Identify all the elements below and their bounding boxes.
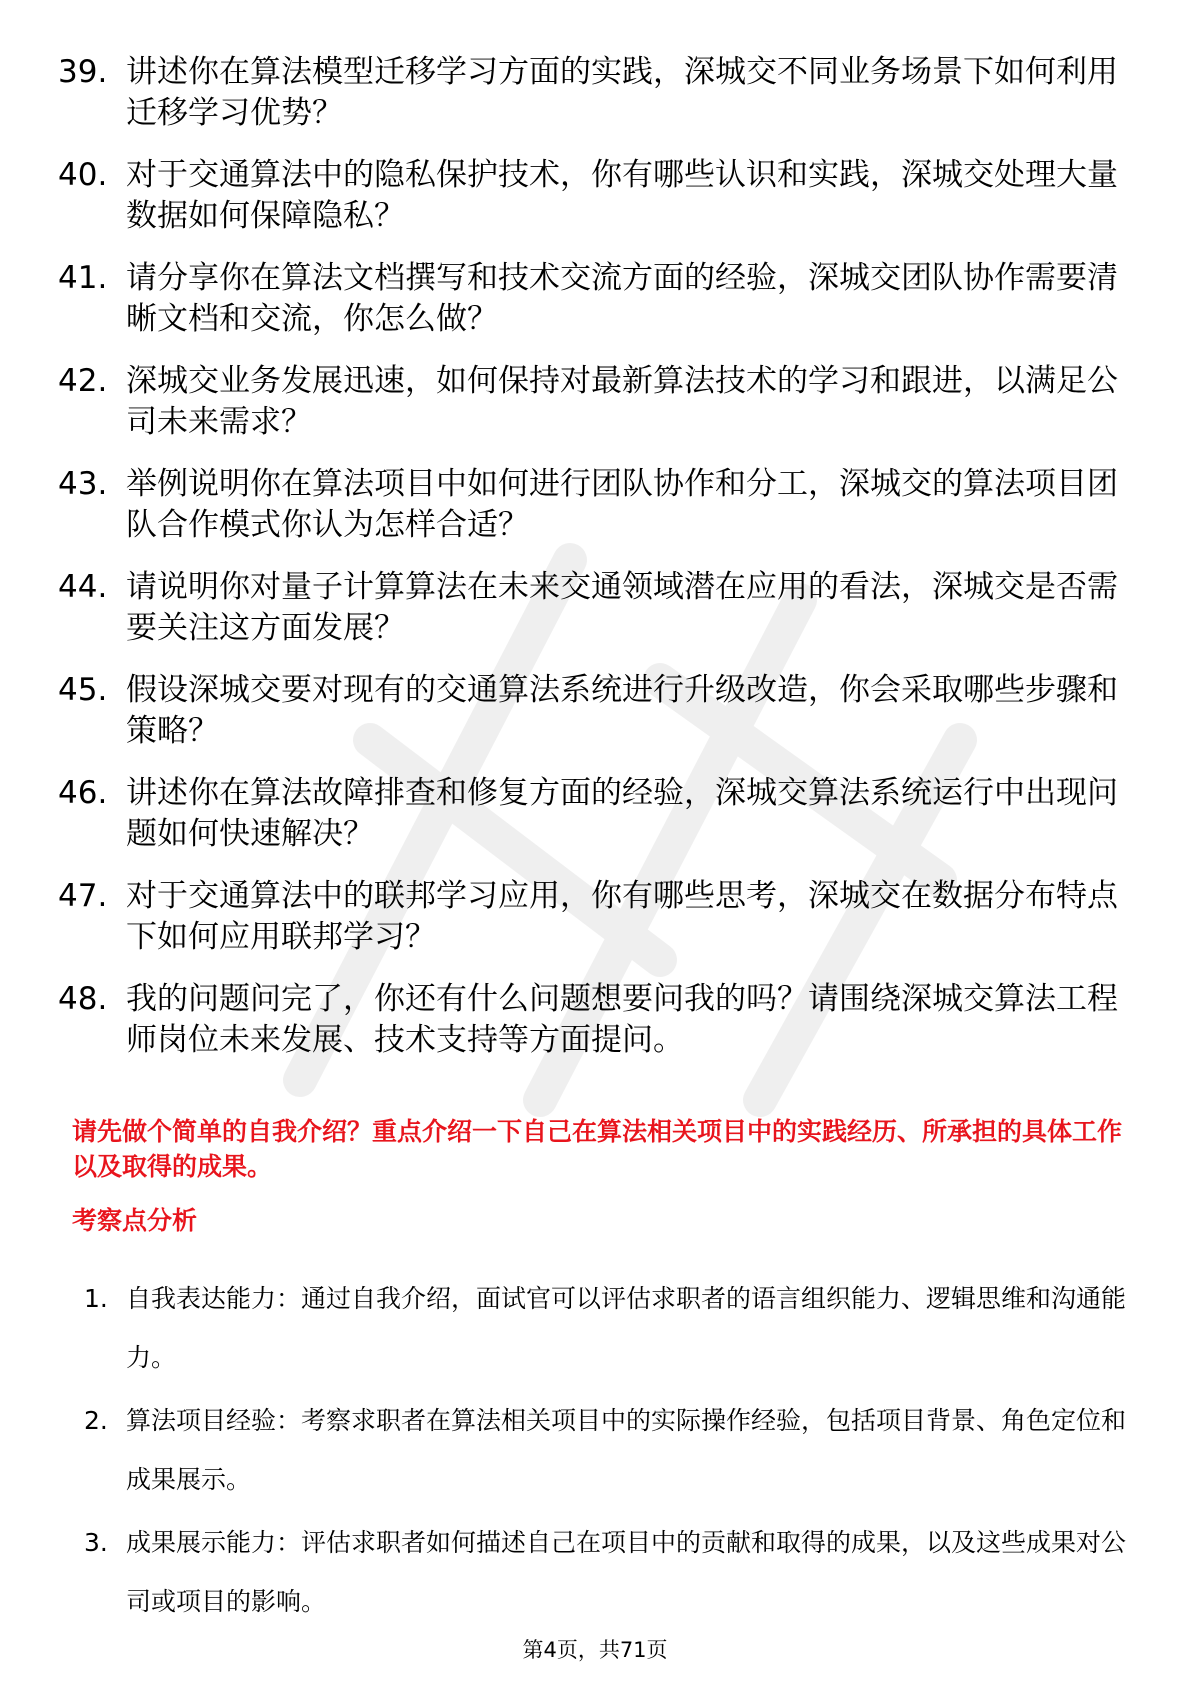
question-number: 47.	[58, 878, 108, 914]
question-item	[58, 670, 1128, 752]
question-number: 48.	[58, 981, 108, 1017]
analysis-list	[84, 1269, 1134, 1635]
analysis-text: 成果展示能力：评估求职者如何描述自己在项目中的贡献和取得的成果，以及这些成果对公司或项目的影响。	[126, 1528, 1127, 1616]
question-item	[58, 567, 1128, 649]
question-item	[58, 773, 1128, 855]
question-text: 请分享你在算法文档撰写和技术交流方面的经验，深城交团队协作需要清晰文档和交流，你怎么做？	[126, 260, 1118, 337]
question-number: 43.	[58, 466, 108, 502]
analysis-text: 自我表达能力：通过自我介绍，面试官可以评估求职者的语言组织能力、逻辑思维和沟通能力。	[126, 1284, 1127, 1372]
highlight-question: 请先做个简单的自我介绍？重点介绍一下自己在算法相关项目中的实践经历、所承担的具体工作以及取得的成果。	[72, 1117, 1123, 1181]
analysis-number: 1.	[84, 1284, 108, 1313]
question-text: 举例说明你在算法项目中如何进行团队协作和分工，深城交的算法项目团队合作模式你认为怎样合适？	[126, 466, 1118, 543]
analysis-item	[84, 1269, 1134, 1387]
question-list	[58, 52, 1128, 1082]
question-item	[58, 464, 1128, 546]
question-item	[58, 876, 1128, 958]
question-number: 46.	[58, 775, 108, 811]
question-text: 我的问题问完了，你还有什么问题想要问我的吗？请围绕深城交算法工程师岗位未来发展、技术支持等方面提问。	[126, 981, 1118, 1058]
question-item	[58, 52, 1128, 134]
question-text: 讲述你在算法模型迁移学习方面的实践，深城交不同业务场景下如何利用迁移学习优势？	[126, 54, 1118, 131]
question-number: 44.	[58, 569, 108, 605]
question-item	[58, 258, 1128, 340]
question-text: 假设深城交要对现有的交通算法系统进行升级改造，你会采取哪些步骤和策略？	[126, 672, 1118, 749]
analysis-text: 算法项目经验：考察求职者在算法相关项目中的实际操作经验，包括项目背景、角色定位和成果展示。	[126, 1406, 1127, 1494]
question-text: 对于交通算法中的联邦学习应用，你有哪些思考，深城交在数据分布特点下如何应用联邦学习？	[126, 878, 1118, 955]
question-item	[58, 155, 1128, 237]
analysis-number: 3.	[84, 1528, 108, 1557]
question-text: 讲述你在算法故障排查和修复方面的经验，深城交算法系统运行中出现问题如何快速解决？	[126, 775, 1118, 852]
analysis-item	[84, 1391, 1134, 1509]
question-text: 对于交通算法中的隐私保护技术，你有哪些认识和实践，深城交处理大量数据如何保障隐私？	[126, 157, 1118, 234]
question-text: 深城交业务发展迅速，如何保持对最新算法技术的学习和跟进，以满足公司未来需求？	[126, 363, 1118, 440]
analysis-heading: 考察点分析	[72, 1206, 198, 1235]
question-item	[58, 979, 1128, 1061]
question-number: 39.	[58, 54, 108, 90]
analysis-item	[84, 1513, 1134, 1631]
question-number: 41.	[58, 260, 108, 296]
question-number: 40.	[58, 157, 108, 193]
question-number: 45.	[58, 672, 108, 708]
analysis-number: 2.	[84, 1406, 108, 1435]
page-footer: 第4页，共71页	[522, 1638, 668, 1662]
question-item	[58, 361, 1128, 443]
question-text: 请说明你对量子计算算法在未来交通领域潜在应用的看法，深城交是否需要关注这方面发展？	[126, 569, 1118, 646]
question-number: 42.	[58, 363, 108, 399]
